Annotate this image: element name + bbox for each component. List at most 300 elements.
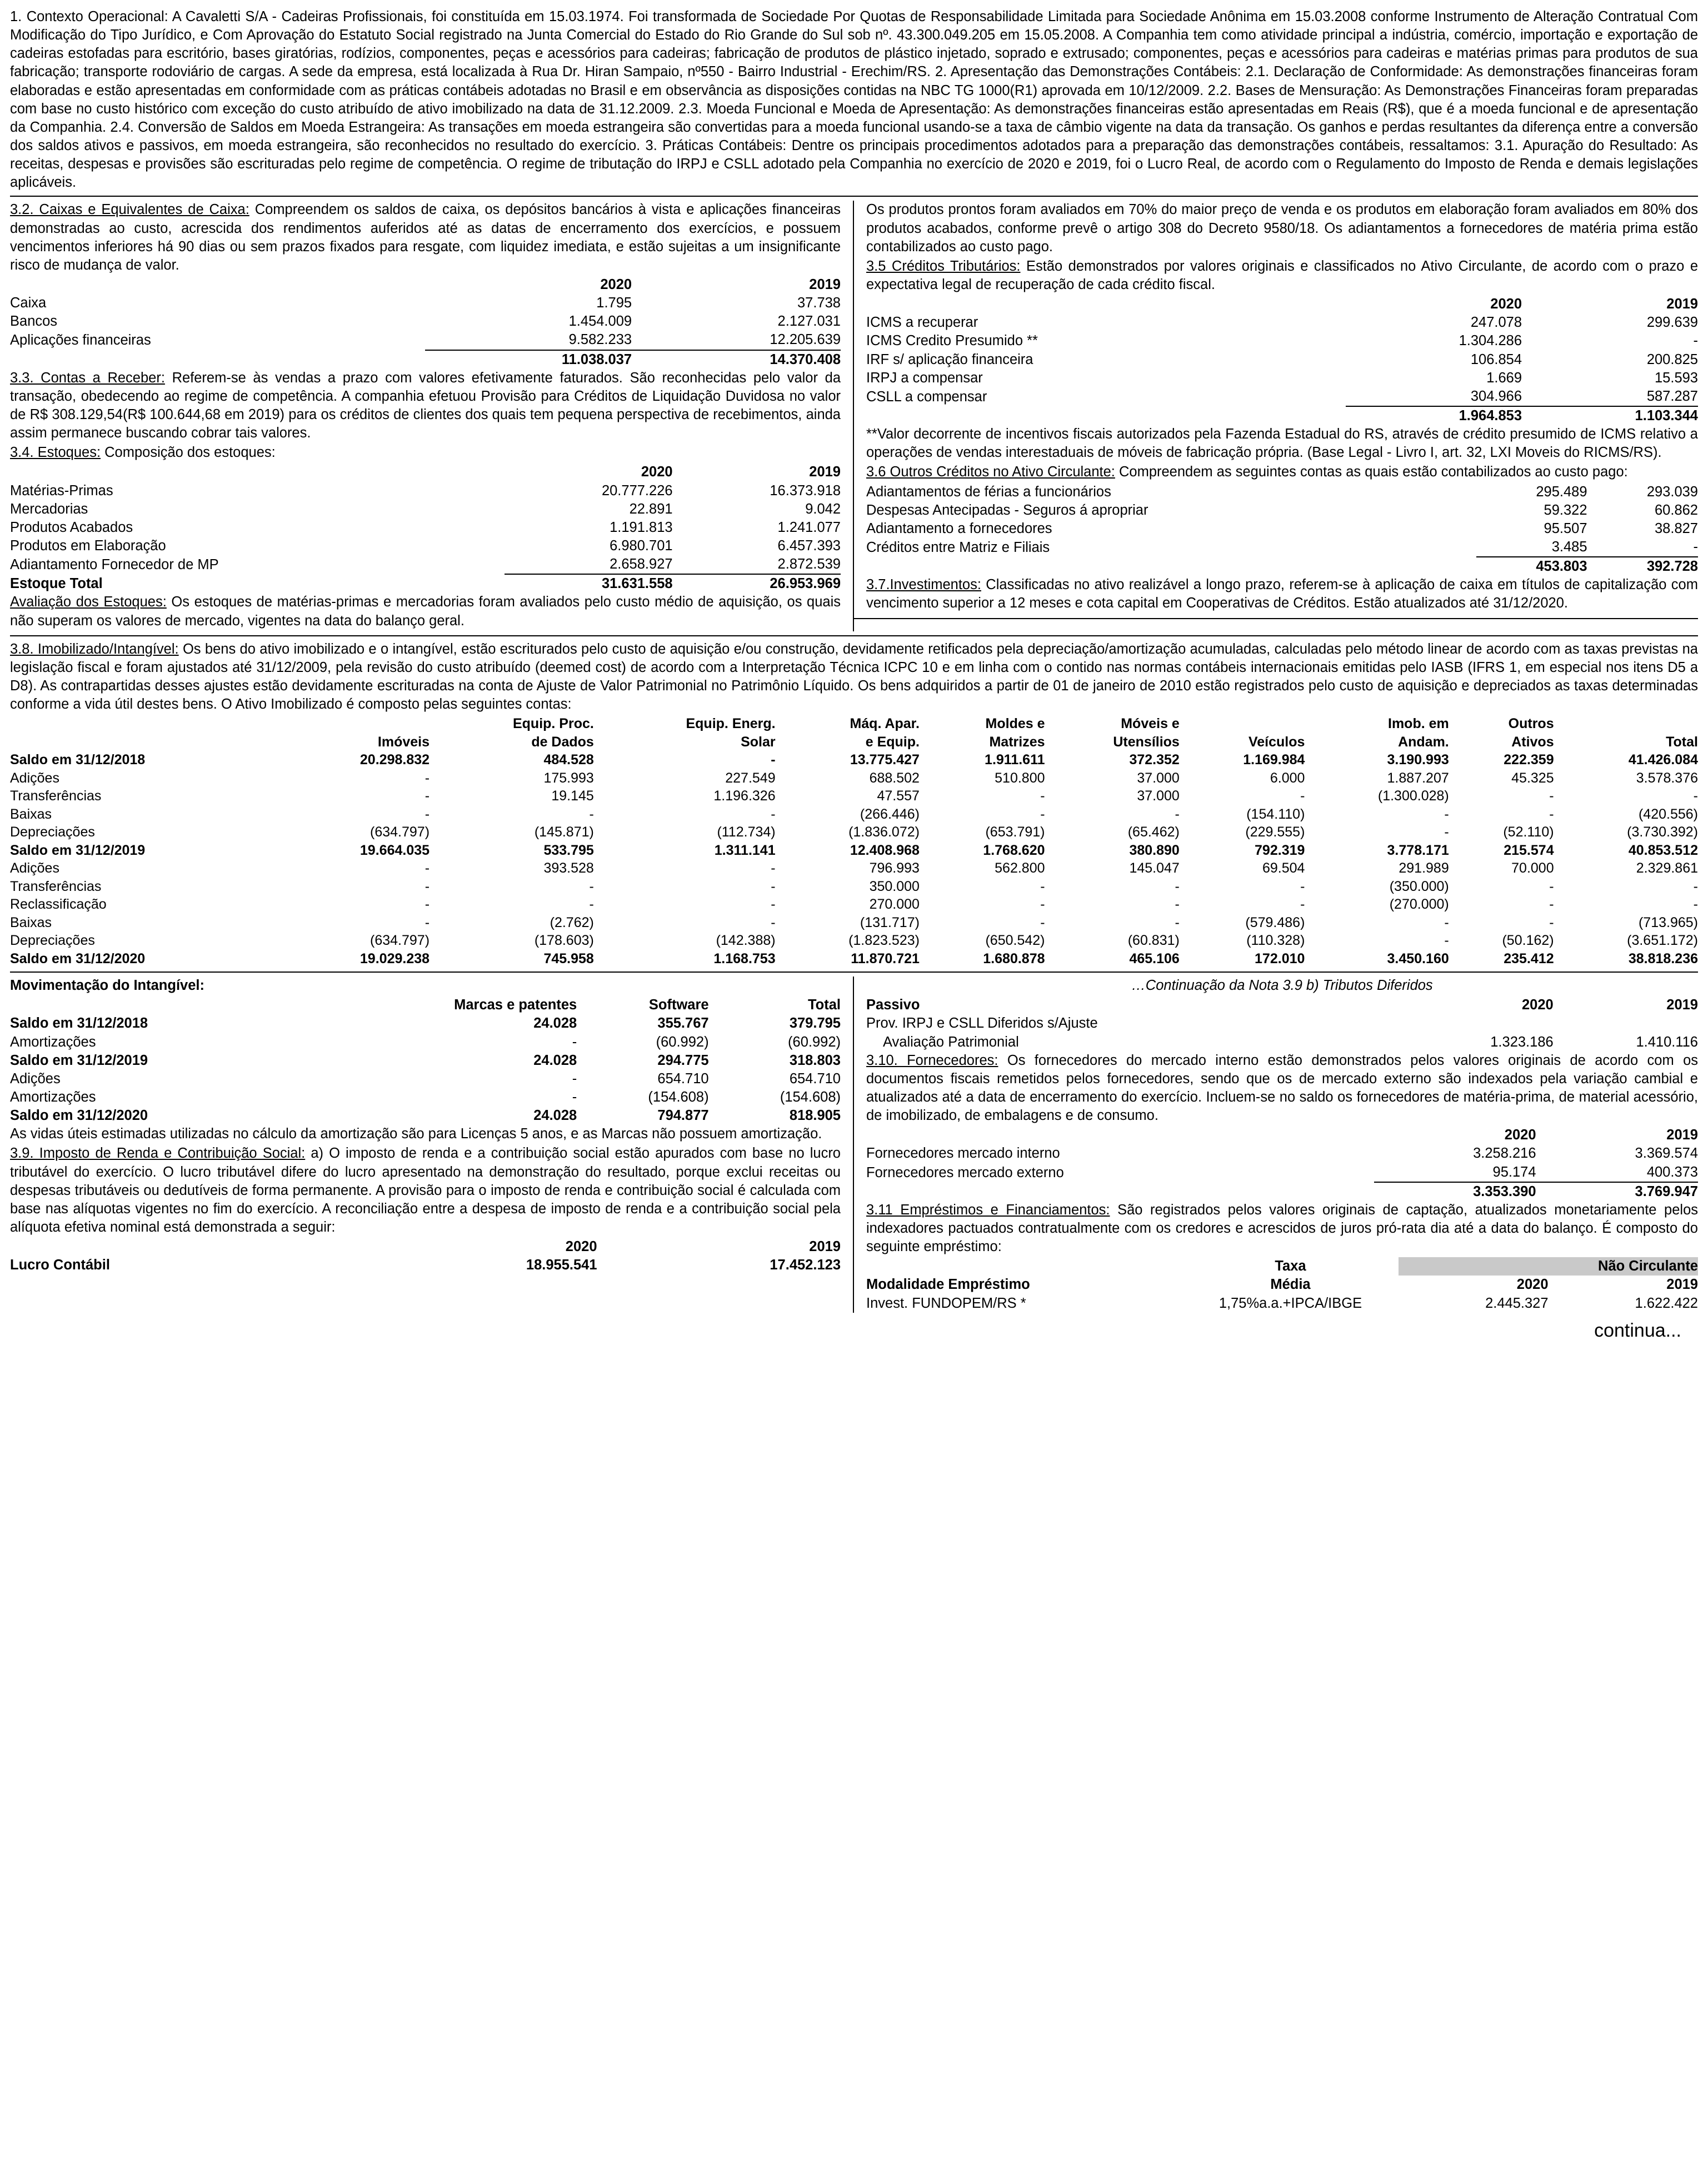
hdr-imob-andam: Andam. xyxy=(1398,734,1449,750)
cell: - xyxy=(1549,896,1554,913)
cell: 1.311.141 xyxy=(714,842,776,858)
lucro-contabil-table xyxy=(10,1238,841,1274)
table-row xyxy=(10,537,841,555)
note-3-6-text: Compreendem as seguintes contas as quais estão contabilizados ao custo pago: xyxy=(1115,464,1628,480)
row-value-2020: 20.777.226 xyxy=(601,482,673,499)
intangivel-note: As vidas úteis estimadas utilizadas no cálculo da amortização são para Licenças 5 anos, e as Marcas não possuem amortização. xyxy=(10,1126,822,1142)
hdr-imob-andam-l1: Imob. em xyxy=(1388,716,1449,732)
emprestimos-table xyxy=(866,1257,1698,1312)
table-row xyxy=(866,332,1698,350)
cell: - xyxy=(1175,914,1180,930)
row-taxa: 1,75%a.a.+IPCA/IBGE xyxy=(1218,1295,1362,1311)
row-label: Saldo em 31/12/2018 xyxy=(10,1015,148,1032)
row-value-2020: 1.191.813 xyxy=(610,519,673,535)
note-3-7-text: Classificadas no ativo realizável a longo prazo, referem-se à aplicação de caixa em títulos de capitalização com vencimento superior a 12 meses e cota capital em Cooperativas de Créditos. Estão atualizados até 31/12/2020. xyxy=(866,577,1698,611)
row-value-2020: 3.353.390 xyxy=(1473,1183,1536,1199)
row-label: Despesas Antecipadas - Seguros á apropriar xyxy=(866,502,1148,518)
cell: 69.504 xyxy=(1262,860,1305,876)
cell: 745.958 xyxy=(543,950,594,967)
cell: - xyxy=(1175,896,1180,913)
note-3-8 xyxy=(10,640,1698,714)
table-header-row xyxy=(866,295,1698,313)
hdr-equip-energ: Solar xyxy=(741,734,776,750)
table-row xyxy=(866,369,1698,387)
cell: - xyxy=(572,1034,577,1050)
table-header-row xyxy=(866,1126,1698,1144)
table-row xyxy=(10,294,841,312)
cell: - xyxy=(424,914,430,930)
row-label: Avaliação Patrimonial xyxy=(883,1034,1019,1050)
cell: 24.028 xyxy=(533,1108,577,1124)
estoque-table xyxy=(10,463,841,593)
row-label: Matérias-Primas xyxy=(10,482,113,499)
cell: (653.791) xyxy=(985,824,1045,840)
avaliacao-estoques xyxy=(10,593,841,630)
table-row xyxy=(866,1014,1698,1033)
cell: 24.028 xyxy=(533,1052,577,1068)
table-row xyxy=(10,805,1698,824)
row-label xyxy=(866,406,1346,425)
cell: 533.795 xyxy=(543,842,594,858)
cell: 3.190.993 xyxy=(1387,752,1449,768)
cell: - xyxy=(424,788,430,804)
row-label: ICMS a recuperar xyxy=(866,315,978,331)
cell: 1.168.753 xyxy=(713,950,776,967)
note-3-10 xyxy=(866,1052,1698,1125)
table-row xyxy=(10,769,1698,788)
cell: 393.528 xyxy=(543,860,594,876)
hdr-2020: 2020 xyxy=(1516,1277,1549,1293)
cell: 19.029.238 xyxy=(359,950,430,967)
row-value-2020: 453.803 xyxy=(1536,559,1587,575)
table-row xyxy=(10,859,1698,878)
row-value-2020: 1.669 xyxy=(1486,370,1522,386)
row-value-2020: 1.323.186 xyxy=(1490,1034,1554,1050)
cell: 38.818.236 xyxy=(1628,950,1698,967)
table-row xyxy=(866,313,1698,332)
row-value-2019: 293.039 xyxy=(1646,484,1698,500)
column-right-2 xyxy=(854,977,1698,1313)
col-2020: 2020 xyxy=(1490,296,1522,312)
col-2019: 2019 xyxy=(1666,1127,1698,1143)
cell: 355.767 xyxy=(657,1015,709,1032)
note-3-7 xyxy=(866,576,1698,612)
cell: (60.992) xyxy=(788,1034,841,1050)
cell: - xyxy=(771,860,776,876)
cell: (1.823.523) xyxy=(848,933,920,949)
table-row xyxy=(866,351,1698,369)
hdr-moveis: Utensílios xyxy=(1113,734,1180,750)
row-value-2019: 400.373 xyxy=(1536,1163,1698,1182)
cell: - xyxy=(1040,896,1045,913)
cell: (154.608) xyxy=(648,1089,709,1105)
note-3-9 xyxy=(10,1144,841,1237)
row-value-2020: 3.258.216 xyxy=(1473,1145,1536,1162)
table-row xyxy=(10,841,1698,860)
row-value-2019: 16.373.918 xyxy=(770,482,841,499)
row-value-2020: 1.795 xyxy=(596,295,632,311)
cell: (2.762) xyxy=(550,914,594,930)
two-column-section-2 xyxy=(10,977,1698,1313)
cell: 3.778.171 xyxy=(1387,842,1449,858)
caixa-table xyxy=(10,276,841,369)
row-label: Saldo em 31/12/2019 xyxy=(10,1052,148,1068)
col-2020: 2020 xyxy=(1521,997,1554,1013)
note-3-6-title: 3.6 Outros Créditos no Ativo Circulante: xyxy=(866,464,1115,480)
row-value-2020: 295.489 xyxy=(1536,484,1587,500)
cell: (142.388) xyxy=(716,933,776,949)
table-row xyxy=(10,950,1698,968)
row-label xyxy=(866,557,1476,576)
cell: - xyxy=(1444,806,1449,822)
incentivo-note xyxy=(866,425,1698,462)
row-label: Saldo em 31/12/2020 xyxy=(10,950,146,967)
table-row xyxy=(866,501,1698,520)
cell: 350.000 xyxy=(869,878,920,894)
note-3-5 xyxy=(866,257,1698,294)
col-2019: 2019 xyxy=(809,1239,841,1255)
cell: - xyxy=(1300,878,1305,894)
creditos-tributarios-table xyxy=(866,295,1698,425)
row-label: Adições xyxy=(10,860,59,876)
cell: 291.989 xyxy=(1399,860,1449,876)
cell: (131.717) xyxy=(860,914,920,930)
cell: (270.000) xyxy=(1389,896,1449,913)
note-3-5-title: 3.5 Créditos Tributários: xyxy=(866,258,1021,274)
cell: - xyxy=(1040,914,1045,930)
cell: 1.768.620 xyxy=(983,842,1045,858)
note-3-11-text: São registrados pelos valores originais de captação, atualizados monetariamente pelos indexadores pactuados contratualmente com os credores e acrescidos de juros pró-rata dia até a data do balanço. É composto do seguinte empréstimo: xyxy=(866,1202,1698,1255)
cell: 1.887.207 xyxy=(1387,770,1449,786)
hdr-moveis-l1: Móveis e xyxy=(1121,716,1180,732)
note-3-3-text: Referem-se às vendas a prazo com valores efetivamente faturados. São reconhecidas pelo valor da transação, obedecendo ao regime de competência. A companhia efetuou Provisão para Créditos de Liquidação Duvidosa no valor de R$ 308.129,54(R$ 100.644,68 em 2019) para os créditos de clientes dos quais tem pequena perspectiva de recebimentos, ainda assim permanece buscando cobrar tais valores. xyxy=(10,370,841,441)
cell: 235.412 xyxy=(1504,950,1554,967)
divider-2 xyxy=(10,635,1698,636)
cell: - xyxy=(1300,788,1305,804)
row-label: Fornecedores mercado interno xyxy=(866,1145,1060,1162)
col-2019: 2019 xyxy=(809,464,841,480)
cell: 818.905 xyxy=(789,1108,841,1124)
cell: - xyxy=(589,878,594,894)
table-row xyxy=(10,1014,841,1033)
cell: - xyxy=(1549,806,1554,822)
col-2020: 2020 xyxy=(641,464,673,480)
hdr-total: Total xyxy=(1666,734,1698,750)
cell: 372.352 xyxy=(1129,752,1180,768)
row-value-2020: 6.980.701 xyxy=(610,537,673,554)
cell: (110.328) xyxy=(1246,933,1305,949)
row-label: Depreciações xyxy=(10,933,95,949)
table-header-row xyxy=(10,276,841,294)
row-value-2020: 2.658.927 xyxy=(505,555,672,574)
row-label: Transferências xyxy=(10,788,102,804)
cell: - xyxy=(1549,788,1554,804)
cell: 794.877 xyxy=(657,1108,709,1124)
table-row xyxy=(10,751,1698,769)
note-3-8-text: Os bens do ativo imobilizado e o intangível, estão escriturados pelo custo de aquisição e/ou construção, devidamente retificados pela depreciação/amortização acumuladas, calculadas pelo método linear de acordo com as taxas previstas na legislação fiscal e foram ajustados até 31/12/2009, pela revisão do custo atribuído (deemed cost) de acordo com a Interpretação Técnica ICPC 10 e em linha com o contido nas normas contábeis internacionais emitidas pelo IASB (IFRS 1, em especial nos itens D5 a D8). As contrapartidas desses ajustes estão devidamente escrituradas na conta de Ajuste de Valor Patrimonial no Patrimônio Líquido. Os bens adquiridos a partir de 01 de janeiro de 2010 estão registrados pelo custo de aquisição e depreciados as taxas determinadas conforme a vida útil destes bens. O Ativo Imobilizado é composto pelas seguintes contas: xyxy=(10,641,1698,713)
row-value-2019: 587.287 xyxy=(1522,387,1698,406)
hdr-equip-energ-l1: Equip. Energ. xyxy=(686,716,776,732)
cell: - xyxy=(771,752,776,768)
cell: 172.010 xyxy=(1255,950,1305,967)
row-label: Depreciações xyxy=(10,824,95,840)
row-label: Caixa xyxy=(10,295,47,311)
note-3-6 xyxy=(866,463,1698,481)
row-label: Saldo em 31/12/2019 xyxy=(10,842,146,858)
row-label: Adições xyxy=(10,770,59,786)
cell: 45.325 xyxy=(1511,770,1554,786)
table-row xyxy=(10,331,841,350)
col-2020: 2020 xyxy=(565,1239,597,1255)
row-value-2019: - xyxy=(1693,333,1698,349)
table-row xyxy=(866,1163,1698,1182)
note-3-10-text: Os fornecedores do mercado interno estão demonstrados pelos valores originais de acordo com os documentos fiscais remetidos pelos fornecedores, sendo que os de mercado externo são indexados pela variação cambial e atualizados até a data de encerramento do exercício. Incluem-se no saldo os fornecedores de matéria-prima, de material acessório, de imobilizado, de embalagens e de consumo. xyxy=(866,1052,1699,1124)
hdr-nao-circulante: Não Circulante xyxy=(1399,1257,1698,1276)
table-row xyxy=(866,1294,1698,1313)
row-label: Bancos xyxy=(10,313,58,330)
row-label: IRF s/ aplicação financeira xyxy=(866,351,1033,367)
col-2019: 2019 xyxy=(809,276,841,292)
row-value-2019: 2.127.031 xyxy=(777,313,841,330)
intangivel-table xyxy=(10,996,841,1125)
cell: (145.871) xyxy=(534,824,594,840)
table-header-row-1 xyxy=(10,715,1698,733)
note-3-9-title: 3.9. Imposto de Renda e Contribuição Social: xyxy=(10,1145,306,1162)
continua-label: continua... xyxy=(1594,1319,1681,1341)
cell: - xyxy=(771,896,776,913)
cell: - xyxy=(424,860,430,876)
note-3-2-text: Compreendem os saldos de caixa, os depósitos bancários à vista e aplicações financeiras demonstradas ao custo, acrescida dos rendimentos auferidos até as datas de encerramento dos exercícios, e possuem vencimentos inferiores há 90 dias ou sem prazos fixados para resgate, com liquidez imediata, e estão sujeitas a um insignificante risco de mudança de valor. xyxy=(10,202,841,273)
cell: (634.797) xyxy=(370,933,430,949)
table-row xyxy=(10,482,841,500)
row-label: Fornecedores mercado externo xyxy=(866,1164,1064,1180)
row-value-2019: 15.593 xyxy=(1655,370,1698,386)
row-label: Reclassificação xyxy=(10,896,107,913)
column-left-2 xyxy=(10,977,854,1313)
row-value-2020: 247.078 xyxy=(1470,315,1522,331)
row-label: Transferências xyxy=(10,878,102,894)
imobilizado-table xyxy=(10,715,1698,968)
table-total-row xyxy=(866,406,1698,425)
hdr-marcas: Marcas e patentes xyxy=(454,997,577,1013)
intro-text: 1. Contexto Operacional: A Cavaletti S/A - Cadeiras Profissionais, foi constituída em 15.03.1974. Foi transformada de Sociedade Por Quotas de Responsabilidade Limitada para Sociedade Anônima em 15.03.2008 conforme Instrumento de Alteração Contratual Com Modificação do Tipo Jurídico, e Com Aprovação do Estatuto Social registrado na Junta Comercial do Estado do Rio Grande do Sul sob nº. 43.300.049.205 em 15.05.2008. A Companhia tem como atividade principal a indústria, comércio, importação e exportação de cadeiras estofadas para escritório, bases giratórias, rodízios, componentes, peças e acessórios para cadeiras; fabricação de produtos de plástico injetado, soprado e extrusado; componentes, peças e acessórios para cadeiras e matérias primas para produtos de sua fabricação; transporte rodoviário de cargas. A sede da empresa, está localizada à Rua Dr. Hiran Sampaio, nº550 - Bairro Industrial - Erechim/RS. 2. Apresentação das Demonstrações Contábeis: 2.1. Declaração de Conformidade: As demonstrações financeiras foram elaboradas e estão apresentadas em conformidade com as práticas contábeis adotadas no Brasil e em observância as disposições contidas na NBC TG 1000(R1) aprovada em 10/12/2009. 2.2. Bases de Mensuração: As Demonstrações Financeiras foram preparadas com base no custo histórico com exceção do custo atribuído de ativo imobilizado na data de 31.12.2009. 2.3. Moeda Funcional e Moeda de Apresentação: As demonstrações financeiras estão apresentadas em Reais (R$), que é a moeda funcional e de apresentação da Companhia. 2.4. Conversão de Saldos em Moeda Estrangeira: As transações em moeda estrangeira são convertidas para a moeda funcional usando-se a taxa de câmbio vigente na data da transação. Os ganhos e perdas resultantes da diferença entre a conversão dos saldos ativos e passivos, em moeda estrangeira, são reconhecidos no resultado do exercício. 3. Práticas Contábeis: Dentre os principais procedimentos adotados para a preparação das demonstrações contábeis, ressaltamos: 3.1. Apuração do Resultado: As receitas, despesas e provisões são escrituradas pelo regime de competência. O regime de tributação do IRPJ e CSLL adotado pela Companhia no exercício de 2020 e 2019, foi o Lucro Real, de acordo com o Regulamento do Imposto de Renda e demais legislações aplicáveis. xyxy=(10,9,1698,191)
table-row xyxy=(10,1256,841,1274)
cell: - xyxy=(1444,933,1449,949)
row-value-2019: 392.728 xyxy=(1646,559,1698,575)
hdr-2019: 2019 xyxy=(1666,1277,1698,1293)
table-total-row xyxy=(866,557,1698,576)
hdr-software: Software xyxy=(648,997,709,1013)
row-value-2020: 1.304.286 xyxy=(1459,333,1522,349)
cell: (266.446) xyxy=(860,806,920,822)
table-total-row xyxy=(866,1182,1698,1201)
note-3-8-title: 3.8. Imobilizado/Intangível: xyxy=(10,641,179,657)
cell: 13.775.427 xyxy=(850,752,920,768)
hdr-maq-l1: Máq. Apar. xyxy=(850,716,920,732)
row-value-2020: 18.955.541 xyxy=(526,1257,597,1273)
cell: 270.000 xyxy=(869,896,920,913)
table-row xyxy=(866,520,1698,538)
row-value-2019: 1.622.422 xyxy=(1635,1295,1698,1311)
table-row xyxy=(10,1088,841,1107)
row-value-2020: 304.966 xyxy=(1346,387,1522,406)
note-3-2-title: 3.2. Caixas e Equivalentes de Caixa: xyxy=(10,202,249,218)
table-row xyxy=(10,914,1698,932)
row-value-2019: 200.825 xyxy=(1646,351,1698,367)
row-value-2019: - xyxy=(1587,538,1698,557)
cell: 19.145 xyxy=(551,788,594,804)
cell: - xyxy=(589,806,594,822)
table-row xyxy=(10,1107,841,1125)
cell: (65.462) xyxy=(1127,824,1180,840)
row-value-2019: 37.738 xyxy=(797,295,841,311)
row-label xyxy=(10,350,425,369)
col-2019: 2019 xyxy=(1666,296,1698,312)
table-row xyxy=(10,519,841,537)
row-value-2019: 26.953.969 xyxy=(770,576,841,592)
note-3-11-title: 3.11 Empréstimos e Financiamentos: xyxy=(866,1202,1110,1218)
cell: 1.911.611 xyxy=(985,752,1045,768)
row-value-2019: 60.862 xyxy=(1655,502,1698,518)
cell: 11.870.721 xyxy=(851,950,920,967)
hdr-modalidade: Modalidade Empréstimo xyxy=(866,1277,1030,1293)
row-label: Produtos em Elaboração xyxy=(10,537,166,554)
cell: - xyxy=(1040,806,1045,822)
cell: - xyxy=(424,878,430,894)
cell: (154.110) xyxy=(1246,806,1305,822)
cell: - xyxy=(771,914,776,930)
cell: 294.775 xyxy=(657,1052,709,1068)
table-row xyxy=(10,1033,841,1052)
row-value-2020: 2.445.327 xyxy=(1485,1295,1549,1311)
cell: (178.603) xyxy=(534,933,594,949)
cell: (713.965) xyxy=(1638,914,1698,930)
row-value-2020: 9.582.233 xyxy=(425,331,632,350)
cell: 654.710 xyxy=(657,1070,709,1087)
row-value-2020: 22.891 xyxy=(629,501,673,517)
row-value-2019: 17.452.123 xyxy=(770,1257,841,1273)
table-header-row xyxy=(10,996,841,1014)
cell: - xyxy=(771,878,776,894)
cell: - xyxy=(1040,878,1045,894)
row-value-2019: 12.205.639 xyxy=(632,331,841,350)
cell: 6.000 xyxy=(1270,770,1305,786)
cell: 654.710 xyxy=(789,1070,841,1087)
row-value-2020: 95.507 xyxy=(1544,520,1587,536)
divider-1 xyxy=(10,196,1698,197)
table-row xyxy=(866,483,1698,501)
row-label: IRPJ a compensar xyxy=(866,370,983,386)
cell: 1.196.326 xyxy=(713,788,776,804)
cell: - xyxy=(424,896,430,913)
row-label: Estoque Total xyxy=(10,576,103,592)
cell: (3.651.172) xyxy=(1627,933,1698,949)
note-3-10-title: 3.10. Fornecedores: xyxy=(866,1052,998,1068)
divider-right-col xyxy=(854,618,1698,619)
cell: - xyxy=(1693,788,1698,804)
cell: (350.000) xyxy=(1389,878,1449,894)
row-label: Lucro Contábil xyxy=(10,1257,110,1273)
cell: 3.578.376 xyxy=(1636,770,1698,786)
table-header-row-2 xyxy=(10,733,1698,751)
cell: - xyxy=(424,770,430,786)
cell: 792.319 xyxy=(1255,842,1305,858)
table-header-row-1 xyxy=(866,1257,1698,1276)
table-row xyxy=(866,538,1698,557)
passivo-tributos-table xyxy=(866,996,1698,1051)
hdr-veiculos: Veículos xyxy=(1248,734,1305,750)
table-row xyxy=(10,1070,841,1088)
note-3-11 xyxy=(866,1201,1698,1256)
cell: - xyxy=(572,1089,577,1105)
row-value-2019: 9.042 xyxy=(805,501,841,517)
row-value-2020: 3.485 xyxy=(1476,538,1587,557)
hdr-veiculos-l1 xyxy=(1180,715,1305,733)
table-row xyxy=(10,787,1698,805)
outros-creditos-table xyxy=(866,483,1698,576)
intangivel-title: Movimentação do Intangível: xyxy=(10,978,204,994)
hdr-imoveis: Imóveis xyxy=(377,734,430,750)
cell: 70.000 xyxy=(1511,860,1554,876)
table-row xyxy=(10,312,841,331)
hdr-moldes-l1: Moldes e xyxy=(985,716,1045,732)
row-label: Adiantamentos de férias a funcionários xyxy=(866,484,1111,500)
row-value-2020: 59.322 xyxy=(1544,502,1587,518)
cell: 19.664.035 xyxy=(359,842,430,858)
cell: 24.028 xyxy=(533,1015,577,1032)
avaliacao-title: Avaliação dos Estoques: xyxy=(10,594,167,610)
cell: (50.162) xyxy=(1502,933,1554,949)
cell: 37.000 xyxy=(1137,788,1180,804)
row-value-2020: 1.964.853 xyxy=(1459,407,1522,424)
cell: (3.730.392) xyxy=(1627,824,1698,840)
table-row xyxy=(10,878,1698,896)
table-row xyxy=(866,387,1698,406)
hdr-total-l1 xyxy=(1554,715,1698,733)
cell: - xyxy=(1693,896,1698,913)
cell: 379.795 xyxy=(789,1015,841,1032)
cell: 227.549 xyxy=(725,770,776,786)
cell: (579.486) xyxy=(1245,914,1305,930)
continuacao-nota-3-9: …Continuação da Nota 3.9 b) Tributos Diferidos xyxy=(1131,978,1433,994)
table-row xyxy=(10,555,841,574)
cell: 40.853.512 xyxy=(1628,842,1698,858)
col-2020: 2020 xyxy=(600,276,632,292)
produtos-paragraph xyxy=(866,201,1698,256)
row-label: Invest. FUNDOPEM/RS * xyxy=(866,1295,1026,1311)
hdr-moldes: Matrizes xyxy=(989,734,1045,750)
row-value-2019: 299.639 xyxy=(1646,315,1698,331)
table-row xyxy=(10,895,1698,914)
cell: 215.574 xyxy=(1504,842,1554,858)
hdr-maq: e Equip. xyxy=(865,734,920,750)
cell: (420.556) xyxy=(1638,806,1698,822)
note-3-3-title: 3.3. Contas a Receber: xyxy=(10,370,165,386)
row-value-2019: 14.370.408 xyxy=(770,351,841,367)
column-right-1 xyxy=(854,201,1698,631)
hdr-taxa-media: Média xyxy=(1270,1277,1311,1293)
cell: 12.408.968 xyxy=(850,842,920,858)
row-label: Adições xyxy=(10,1070,61,1087)
note-3-4-text: Composição dos estoques: xyxy=(101,445,276,461)
cell: - xyxy=(1175,878,1180,894)
fornecedores-table xyxy=(866,1126,1698,1201)
note-3-7-title: 3.7.Investimentos: xyxy=(866,577,981,593)
note-3-4 xyxy=(10,444,841,462)
cell: (1.836.072) xyxy=(848,824,920,840)
row-label: Amortizações xyxy=(10,1089,96,1105)
col-2020: 2020 xyxy=(1504,1127,1536,1143)
